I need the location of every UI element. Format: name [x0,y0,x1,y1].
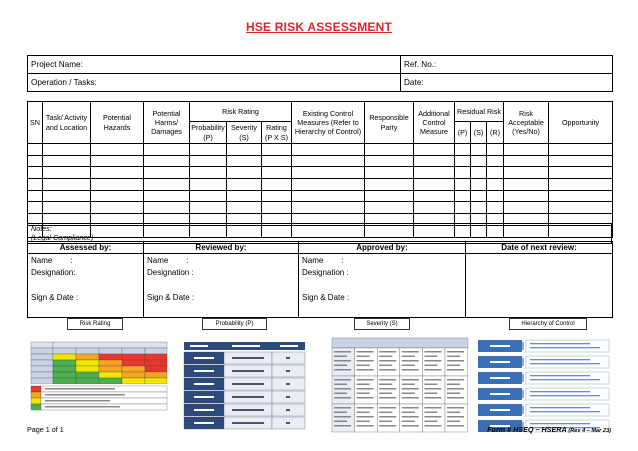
table-cell[interactable] [28,202,43,214]
probability-table-image [182,336,307,436]
severity-table-image [330,336,470,436]
table-cell[interactable] [455,155,471,167]
designation-label: Designation : [302,268,349,277]
operation-tasks-field[interactable] [28,74,401,92]
table-cell[interactable] [549,144,613,156]
col-existing-controls: Existing Control Measures (Refer to Hierarchy of Control) [292,102,365,144]
table-cell[interactable] [227,202,262,214]
table-cell[interactable] [190,167,227,179]
table-cell[interactable] [190,202,227,214]
sign-date-label: Sign & Date : [302,293,350,302]
form-revision: (Rev 4 – Mar 23) [568,428,611,434]
table-cell[interactable] [487,167,504,179]
table-cell[interactable] [504,202,549,214]
risk-rating-matrix-image [29,336,169,436]
col-responsible: Responsible Party [365,102,414,144]
col-hazards: Potential Hazards [91,102,144,144]
table-cell[interactable] [28,155,43,167]
table-cell[interactable] [190,179,227,191]
table-cell[interactable] [144,155,190,167]
table-cell[interactable] [487,179,504,191]
col-opportunity: Opportunity [549,102,613,144]
col-probability: Probability (P) [191,123,225,142]
table-cell[interactable] [549,155,613,167]
table-cell[interactable] [28,179,43,191]
col-severity: Severity (S) [227,122,262,144]
table-cell[interactable] [549,167,613,179]
table-row [28,202,613,214]
next-review-field[interactable] [466,254,613,318]
table-cell[interactable] [292,202,365,214]
table-cell[interactable] [227,144,262,156]
table-cell[interactable] [471,167,487,179]
project-name-label: Project Name: [31,60,83,69]
table-cell[interactable] [487,155,504,167]
table-cell[interactable] [365,167,414,179]
table-cell[interactable] [28,144,43,156]
table-cell[interactable] [471,155,487,167]
table-cell[interactable] [262,179,292,191]
table-cell[interactable] [365,155,414,167]
table-cell[interactable] [471,190,487,202]
table-cell[interactable] [43,155,91,167]
table-row [28,179,613,191]
hierarchy-of-control-image [476,336,611,436]
table-cell[interactable] [43,190,91,202]
table-cell[interactable] [292,155,365,167]
table-cell[interactable] [190,190,227,202]
table-cell[interactable] [471,179,487,191]
date-field[interactable] [401,74,613,92]
col-acceptable: Risk Acceptable (Yes/No) [504,102,549,144]
table-cell[interactable] [227,155,262,167]
table-cell[interactable] [292,190,365,202]
reviewed-by-header: Reviewed by: [144,242,299,254]
table-cell[interactable] [455,190,471,202]
table-cell[interactable] [190,155,227,167]
severity-reference-label: Severity (S) [354,318,410,330]
table-cell[interactable] [91,155,144,167]
table-cell[interactable] [43,202,91,214]
table-row [28,190,613,202]
name-label: Name : [147,256,189,265]
table-cell[interactable] [455,144,471,156]
table-cell[interactable] [190,144,227,156]
table-cell[interactable] [471,202,487,214]
table-cell[interactable] [262,202,292,214]
table-cell[interactable] [144,190,190,202]
col-harms: Potential Harms/ Damages [144,102,190,144]
table-cell[interactable] [43,144,91,156]
table-cell[interactable] [91,144,144,156]
table-cell[interactable] [504,155,549,167]
table-cell[interactable] [487,144,504,156]
table-cell[interactable] [262,190,292,202]
table-cell[interactable] [292,144,365,156]
table-cell[interactable] [414,179,455,191]
ref-no-label: Ref. No.: [404,60,437,69]
table-cell[interactable] [487,202,504,214]
name-label: Name : [31,256,73,265]
assessed-by-header: Assessed by: [28,242,144,254]
table-row [28,167,613,179]
table-cell[interactable] [549,190,613,202]
col-residual-p: (P) [455,122,471,144]
table-cell[interactable] [414,190,455,202]
designation-label: Designation: [31,268,76,277]
col-residual-r: (R) [487,122,504,144]
table-cell[interactable] [455,179,471,191]
form-number: Form # HSEQ – HSERA [487,425,567,434]
designation-label: Designation : [147,268,194,277]
table-cell[interactable] [144,167,190,179]
table-cell[interactable] [227,190,262,202]
hierarchy-reference-label: Hierarchy of Control [509,318,587,330]
table-cell[interactable] [43,179,91,191]
table-cell[interactable] [455,202,471,214]
table-row [28,144,613,156]
table-cell[interactable] [455,167,471,179]
ref-no-field[interactable] [401,56,613,74]
table-cell[interactable] [28,167,43,179]
table-cell[interactable] [292,179,365,191]
risk-rating-reference-label: Risk Rating [67,318,123,330]
table-cell[interactable] [227,167,262,179]
page-title: HSE RISK ASSESSMENT [245,20,393,34]
table-cell[interactable] [144,202,190,214]
table-cell[interactable] [549,202,613,214]
table-cell[interactable] [504,179,549,191]
reviewed-by-field[interactable] [144,254,299,318]
table-cell[interactable] [262,167,292,179]
table-row [28,155,613,167]
table-cell[interactable] [471,144,487,156]
table-cell[interactable] [414,144,455,156]
table-cell[interactable] [144,144,190,156]
sign-date-label: Sign & Date : [31,293,79,302]
notes-label: Notes: [31,224,52,233]
table-cell[interactable] [365,202,414,214]
page-number: Page 1 of 1 [27,425,64,434]
next-review-header: Date of next review: [466,242,613,254]
table-cell[interactable] [487,190,504,202]
operation-tasks-label: Operation / Tasks: [31,78,97,87]
col-task: Task/ Activity and Location [43,102,91,144]
table-cell[interactable] [144,179,190,191]
col-residual-risk: Residual Risk [455,102,504,122]
table-cell[interactable] [292,167,365,179]
col-sn: SN [28,102,43,144]
col-risk-rating: Risk Rating [190,102,292,122]
table-cell[interactable] [28,190,43,202]
table-cell[interactable] [504,144,549,156]
project-info-table [27,55,613,92]
table-cell[interactable] [414,155,455,167]
col-residual-s: (S) [471,122,487,144]
approved-by-field[interactable] [299,254,466,318]
col-additional: Additional Control Measure [414,102,455,144]
table-cell[interactable] [365,179,414,191]
approved-by-header: Approved by: [299,242,466,254]
assessed-by-field[interactable] [28,254,144,318]
table-cell[interactable] [91,179,144,191]
table-cell[interactable] [365,144,414,156]
table-cell[interactable] [504,190,549,202]
legal-compliance-label: (Legal Compliance) [31,232,94,242]
col-rating: Rating (P X S) [262,122,292,144]
table-cell[interactable] [91,190,144,202]
table-cell[interactable] [227,179,262,191]
signoff-table [27,241,613,318]
risk-assessment-table [27,101,613,238]
table-cell[interactable] [262,144,292,156]
table-cell[interactable] [414,202,455,214]
date-label: Date: [404,78,424,87]
table-cell[interactable] [549,179,613,191]
table-cell[interactable] [365,190,414,202]
probability-reference-label: Probability (P) [202,318,267,330]
table-cell[interactable] [91,202,144,214]
table-cell[interactable] [43,167,91,179]
table-cell[interactable] [414,167,455,179]
form-reference [487,425,611,434]
project-name-field[interactable] [28,56,401,74]
table-cell[interactable] [504,167,549,179]
name-label: Name : [302,256,344,265]
sign-date-label: Sign & Date : [147,293,195,302]
table-cell[interactable] [262,155,292,167]
table-cell[interactable] [91,167,144,179]
